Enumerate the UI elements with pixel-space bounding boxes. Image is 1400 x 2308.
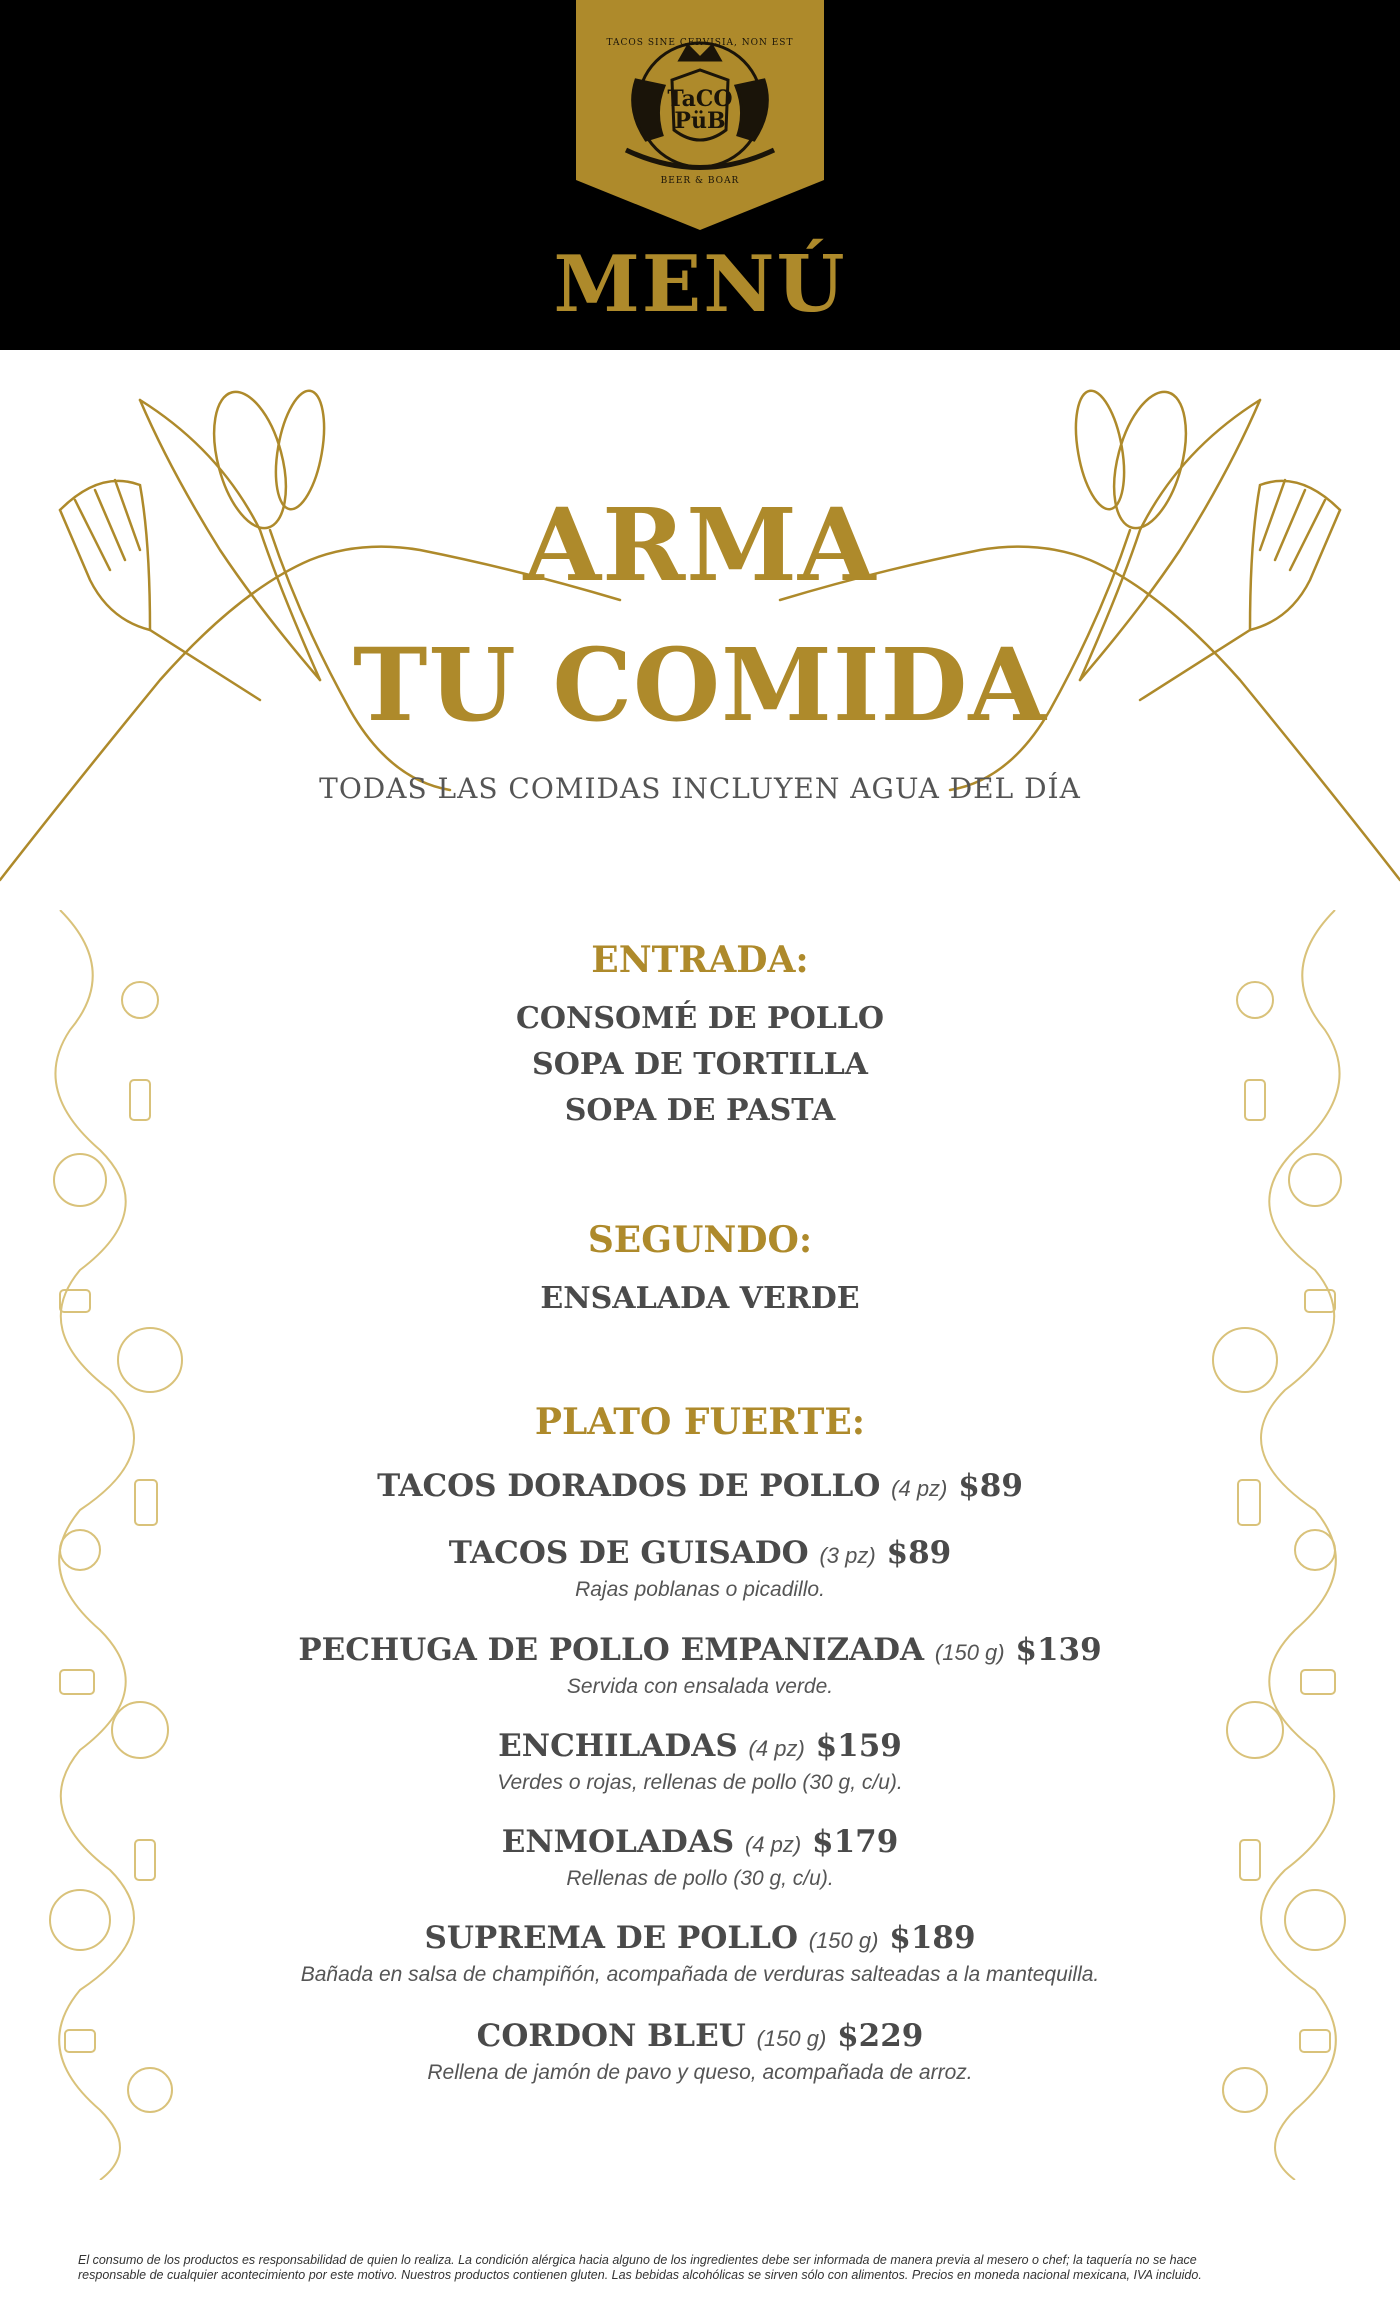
dish-line xyxy=(240,1466,1160,1509)
dish-description: Rellenas de pollo (30 g, c/u). xyxy=(566,1867,834,1890)
entrada-item: SOPA DE PASTA xyxy=(564,1093,836,1128)
dish-price: $89 xyxy=(958,1468,1023,1504)
logo-name-line2: PüB xyxy=(674,108,726,134)
dish-price: $229 xyxy=(837,2018,924,2054)
dish-qty: (3 pz) xyxy=(819,1543,876,1568)
entrada-item: SOPA DE TORTILLA xyxy=(532,1047,868,1082)
dish-qty: (4 pz) xyxy=(891,1476,948,1501)
section-title-plato-fuerte: PLATO FUERTE: xyxy=(534,1401,866,1443)
dish-item xyxy=(240,1822,1160,1893)
logo xyxy=(576,20,824,200)
dish-line xyxy=(240,1918,1160,1961)
dish-qty: (4 pz) xyxy=(744,1832,802,1857)
section-title-segundo: SEGUNDO: xyxy=(587,1219,813,1261)
dish-price: $139 xyxy=(1015,1632,1102,1668)
hero-title-line1: ARMA xyxy=(523,486,877,604)
dish-name: ENMOLADAS xyxy=(501,1824,735,1860)
legal-disclaimer xyxy=(78,2253,1328,2283)
dish-line xyxy=(240,1726,1160,1769)
disclaimer-line: El consumo de los productos es responsabilidad de quien lo realiza. La condición alérgica hacia alguno de los ingredientes debe ser informada de manera previa al mesero o chef; la taquería no se hace xyxy=(78,2253,1197,2267)
dish-price: $89 xyxy=(886,1535,952,1571)
hero-title-line2: TU COMIDA xyxy=(353,626,1047,744)
disclaimer-line: responsable de cualquier acontecimiento por este motivo. Nuestros productos contienen gluten. Las bebidas alcohólicas se sirven sólo con alimentos. Precios en moneda nacional mexicana, IVA incluido. xyxy=(78,2268,1202,2282)
right-kitchen-doodles xyxy=(1205,910,1355,2180)
logo-name-line1: TaCO xyxy=(667,86,733,112)
dish-line xyxy=(240,1822,1160,1865)
dish-line xyxy=(240,1533,1160,1576)
dish-line xyxy=(240,1630,1160,1673)
dish-qty: (150 g) xyxy=(934,1640,1005,1665)
dish-item xyxy=(240,1533,1160,1604)
menu-title: MENÚ xyxy=(553,239,847,330)
dish-name: TACOS DORADOS DE POLLO xyxy=(377,1468,881,1504)
dish-description: Verdes o rojas, rellenas de pollo (30 g, c/u). xyxy=(497,1771,903,1794)
dish-name: ENCHILADAS xyxy=(498,1728,738,1764)
logo-motto: TACOS SINE CERVISIA, NON EST xyxy=(606,38,794,48)
dish-price: $189 xyxy=(889,1920,976,1956)
dish-price: $159 xyxy=(815,1728,902,1764)
segundo-item: ENSALADA VERDE xyxy=(540,1281,860,1316)
hero-subtitle: TODAS LAS COMIDAS INCLUYEN AGUA DEL DÍA xyxy=(319,772,1081,805)
cutlery-line-art xyxy=(0,350,1400,890)
dish-item xyxy=(240,1466,1160,1509)
dish-name: CORDON BLEU xyxy=(476,2018,746,2054)
dish-name: SUPREMA DE POLLO xyxy=(424,1920,798,1956)
dish-qty: (150 g) xyxy=(808,1928,879,1953)
dish-name: PECHUGA DE POLLO EMPANIZADA xyxy=(298,1632,925,1668)
dish-description: Rajas poblanas o picadillo. xyxy=(575,1578,825,1601)
dish-line xyxy=(240,2016,1160,2059)
dish-item xyxy=(240,2016,1160,2087)
dish-description: Bañada en salsa de champiñón, acompañada de verduras salteadas a la mantequilla. xyxy=(300,1963,1100,1986)
logo-name xyxy=(576,88,824,132)
dish-name: TACOS DE GUISADO xyxy=(448,1535,809,1571)
dish-description: Rellena de jamón de pavo y queso, acompañada de arroz. xyxy=(427,2061,973,2084)
left-kitchen-doodles xyxy=(40,910,190,2180)
dish-description: Servida con ensalada verde. xyxy=(566,1675,834,1698)
dish-item xyxy=(240,1630,1160,1701)
logo-tagline: BEER & BOAR xyxy=(660,176,740,186)
dish-price: $179 xyxy=(812,1824,899,1860)
entrada-item: CONSOMÉ DE POLLO xyxy=(515,1001,885,1036)
dish-qty: (150 g) xyxy=(756,2026,827,2051)
section-title-entrada: ENTRADA: xyxy=(591,939,809,981)
dish-item xyxy=(240,1726,1160,1797)
dish-qty: (4 pz) xyxy=(748,1736,805,1761)
dish-item xyxy=(240,1918,1160,1989)
